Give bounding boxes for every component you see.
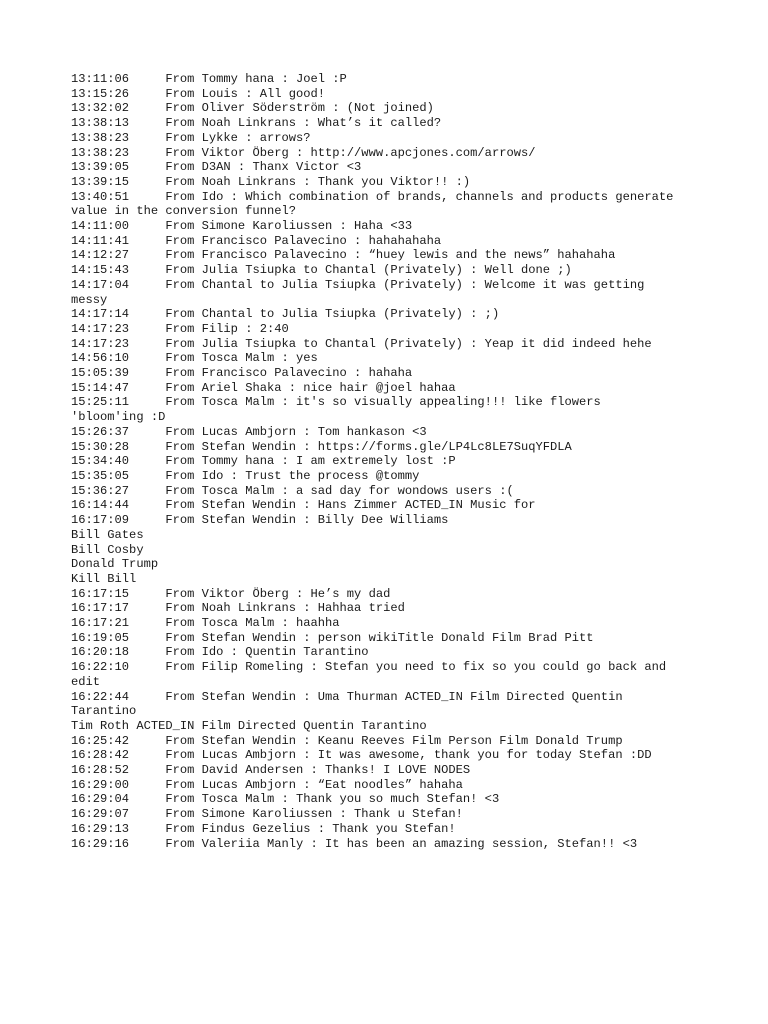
- chat-message: [71, 87, 711, 102]
- message-text: From D3AN : Thanx Victor <3: [165, 160, 362, 175]
- chat-message: [71, 131, 711, 146]
- message-text: From Noah Linkrans : Hahhaa tried: [165, 601, 405, 616]
- message-timestamp: 16:22:10: [71, 660, 130, 675]
- chat-message: [71, 587, 711, 602]
- message-timestamp: 16:14:44: [71, 498, 130, 513]
- chat-message: [71, 807, 711, 822]
- message-timestamp: 14:12:27: [71, 248, 130, 263]
- message-text: From Tommy hana : I am extremely lost :P: [165, 454, 456, 469]
- chat-message: [71, 263, 711, 278]
- message-timestamp: 16:29:04: [71, 792, 130, 807]
- message-text: From Ido : Trust the process @tommy: [165, 468, 420, 483]
- chat-message: [71, 513, 711, 528]
- chat-message: [71, 690, 711, 705]
- message-continuation: Tim Roth ACTED_IN Film Directed Quentin Tarantino: [71, 718, 427, 733]
- message-timestamp: 15:30:28: [71, 439, 130, 454]
- chat-message: [71, 234, 711, 249]
- chat-message: [71, 72, 711, 87]
- chat-message: [71, 175, 711, 190]
- message-timestamp: 16:25:42: [71, 733, 130, 748]
- chat-message: [71, 101, 711, 116]
- message-text: From Stefan Wendin : Hans Zimmer ACTED_IN Music for: [165, 498, 536, 513]
- message-text: From Tosca Malm : haahha: [165, 616, 340, 631]
- chat-message: [71, 381, 711, 396]
- message-timestamp: 13:40:51: [71, 189, 130, 204]
- message-text: From Filip Romeling : Stefan you need to fix so you could go back and: [165, 660, 667, 675]
- chat-message: [71, 822, 711, 837]
- chat-message: [71, 146, 711, 161]
- chat-message: [71, 734, 711, 749]
- message-timestamp: 16:22:44: [71, 689, 130, 704]
- message-timestamp: 14:17:04: [71, 277, 130, 292]
- message-timestamp: 16:17:09: [71, 513, 130, 528]
- chat-message: [71, 248, 711, 263]
- message-continuation: edit: [71, 674, 101, 689]
- message-continuation: messy: [71, 292, 108, 307]
- message-text: From Tosca Malm : a sad day for wondows users :(: [165, 483, 514, 498]
- message-text: From Lucas Ambjorn : “Eat noodles” hahaha: [165, 777, 463, 792]
- message-timestamp: 16:29:00: [71, 777, 130, 792]
- chat-message: [71, 454, 711, 469]
- chat-message: [71, 116, 711, 131]
- message-text: From Filip : 2:40: [165, 321, 289, 336]
- message-text: From Findus Gezelius : Thank you Stefan!: [165, 821, 456, 836]
- chat-message: [71, 763, 711, 778]
- chat-message: [71, 498, 711, 513]
- chat-message: [71, 484, 711, 499]
- chat-message: [71, 837, 711, 852]
- message-text: From Stefan Wendin : https://forms.gle/LP4Lc8LE7SuqYFDLA: [165, 439, 572, 454]
- message-timestamp: 15:25:11: [71, 395, 130, 410]
- message-timestamp: 16:17:15: [71, 586, 130, 601]
- message-text: From Lucas Ambjorn : It was awesome, thank you for today Stefan :DD: [165, 748, 652, 763]
- chat-message: [71, 616, 711, 631]
- message-continuation: 'bloom'ing :D: [71, 410, 166, 425]
- message-text: From Lykke : arrows?: [165, 130, 311, 145]
- chat-message: [71, 322, 711, 337]
- message-text: From Tosca Malm : yes: [165, 351, 318, 366]
- message-timestamp: 15:34:40: [71, 454, 130, 469]
- message-text: From Stefan Wendin : Keanu Reeves Film Person Film Donald Trump: [165, 733, 623, 748]
- chat-transcript: [71, 72, 711, 851]
- message-timestamp: 16:20:18: [71, 645, 130, 660]
- message-text: From Francisco Palavecino : hahaha: [165, 366, 413, 381]
- message-timestamp: 16:17:21: [71, 616, 130, 631]
- message-text: From Simone Karoliussen : Haha <33: [165, 219, 413, 234]
- chat-message: [71, 660, 711, 675]
- chat-message: [71, 307, 711, 322]
- message-timestamp: 13:39:15: [71, 174, 130, 189]
- chat-message: [71, 469, 711, 484]
- chat-message: [71, 778, 711, 793]
- message-continuation: Bill Gates: [71, 527, 144, 542]
- message-continuation: Donald Trump: [71, 557, 159, 572]
- message-timestamp: 15:14:47: [71, 380, 130, 395]
- message-timestamp: 15:35:05: [71, 468, 130, 483]
- message-timestamp: 15:26:37: [71, 424, 130, 439]
- message-timestamp: 14:11:00: [71, 219, 130, 234]
- message-timestamp: 13:38:23: [71, 145, 130, 160]
- message-timestamp: 16:29:16: [71, 836, 130, 851]
- chat-message: [71, 748, 711, 763]
- message-text: From David Andersen : Thanks! I LOVE NODES: [165, 763, 471, 778]
- message-text: From Stefan Wendin : person wikiTitle Donald Film Brad Pitt: [165, 630, 594, 645]
- message-timestamp: 16:28:42: [71, 748, 130, 763]
- message-timestamp: 13:11:06: [71, 72, 130, 86]
- chat-message: [71, 351, 711, 366]
- message-timestamp: 14:17:14: [71, 307, 130, 322]
- message-timestamp: 16:29:07: [71, 807, 130, 822]
- chat-message: [71, 792, 711, 807]
- message-timestamp: 14:15:43: [71, 263, 130, 278]
- chat-message: [71, 601, 711, 616]
- message-text: From Stefan Wendin : Uma Thurman ACTED_IN Film Directed Quentin: [165, 689, 623, 704]
- message-continuation: Tarantino: [71, 704, 137, 719]
- message-timestamp: 16:19:05: [71, 630, 130, 645]
- chat-message: [71, 440, 711, 455]
- message-text: From Tosca Malm : Thank you so much Stefan! <3: [165, 792, 500, 807]
- message-text: From Simone Karoliussen : Thank u Stefan!: [165, 807, 463, 822]
- message-text: From Noah Linkrans : Thank you Viktor!! :): [165, 174, 471, 189]
- message-text: From Louis : All good!: [165, 86, 326, 101]
- chat-message: [71, 160, 711, 175]
- message-timestamp: 16:28:52: [71, 763, 130, 778]
- message-timestamp: 13:38:23: [71, 130, 130, 145]
- chat-message: [71, 219, 711, 234]
- message-timestamp: 13:15:26: [71, 86, 130, 101]
- message-timestamp: 14:56:10: [71, 351, 130, 366]
- message-text: From Tosca Malm : it's so visually appealing!!! like flowers: [165, 395, 601, 410]
- message-text: From Francisco Palavecino : “huey lewis and the news” hahahaha: [165, 248, 616, 263]
- message-text: From Chantal to Julia Tsiupka (Privately) : Welcome it was getting: [165, 277, 645, 292]
- message-continuation: value in the conversion funnel?: [71, 204, 296, 219]
- message-text: From Ariel Shaka : nice hair @joel hahaa: [165, 380, 456, 395]
- message-timestamp: 13:38:13: [71, 116, 130, 131]
- chat-message: [71, 645, 711, 660]
- message-text: From Tommy hana : Joel :P: [165, 72, 347, 86]
- message-timestamp: 16:17:17: [71, 601, 130, 616]
- chat-message: [71, 366, 711, 381]
- message-text: From Viktor Öberg : He’s my dad: [165, 586, 391, 601]
- message-text: From Ido : Quentin Tarantino: [165, 645, 369, 660]
- chat-message: [71, 190, 711, 205]
- message-timestamp: 13:39:05: [71, 160, 130, 175]
- message-continuation: Kill Bill: [71, 571, 137, 586]
- message-text: From Lucas Ambjorn : Tom hankason <3: [165, 424, 427, 439]
- message-text: From Stefan Wendin : Billy Dee Williams: [165, 513, 449, 528]
- message-text: From Ido : Which combination of brands, channels and products generate: [165, 189, 674, 204]
- chat-message: [71, 631, 711, 646]
- message-timestamp: 15:36:27: [71, 483, 130, 498]
- chat-message: [71, 337, 711, 352]
- chat-message: [71, 395, 711, 410]
- message-timestamp: 15:05:39: [71, 366, 130, 381]
- message-text: From Noah Linkrans : What’s it called?: [165, 116, 442, 131]
- message-text: From Julia Tsiupka to Chantal (Privately) : Yeap it did indeed hehe: [165, 336, 652, 351]
- message-text: From Viktor Öberg : http://www.apcjones.com/arrows/: [165, 145, 536, 160]
- message-timestamp: 13:32:02: [71, 101, 130, 116]
- message-timestamp: 14:17:23: [71, 336, 130, 351]
- chat-message: [71, 425, 711, 440]
- message-text: From Francisco Palavecino : hahahahaha: [165, 233, 442, 248]
- message-text: From Julia Tsiupka to Chantal (Privately) : Well done ;): [165, 263, 572, 278]
- message-text: From Valeriia Manly : It has been an amazing session, Stefan!! <3: [165, 836, 638, 851]
- message-text: From Oliver Söderström : (Not joined): [165, 101, 434, 116]
- message-timestamp: 16:29:13: [71, 821, 130, 836]
- message-timestamp: 14:17:23: [71, 321, 130, 336]
- message-text: From Chantal to Julia Tsiupka (Privately) : ;): [165, 307, 500, 322]
- chat-message: [71, 278, 711, 293]
- message-continuation: Bill Cosby: [71, 542, 144, 557]
- message-timestamp: 14:11:41: [71, 233, 130, 248]
